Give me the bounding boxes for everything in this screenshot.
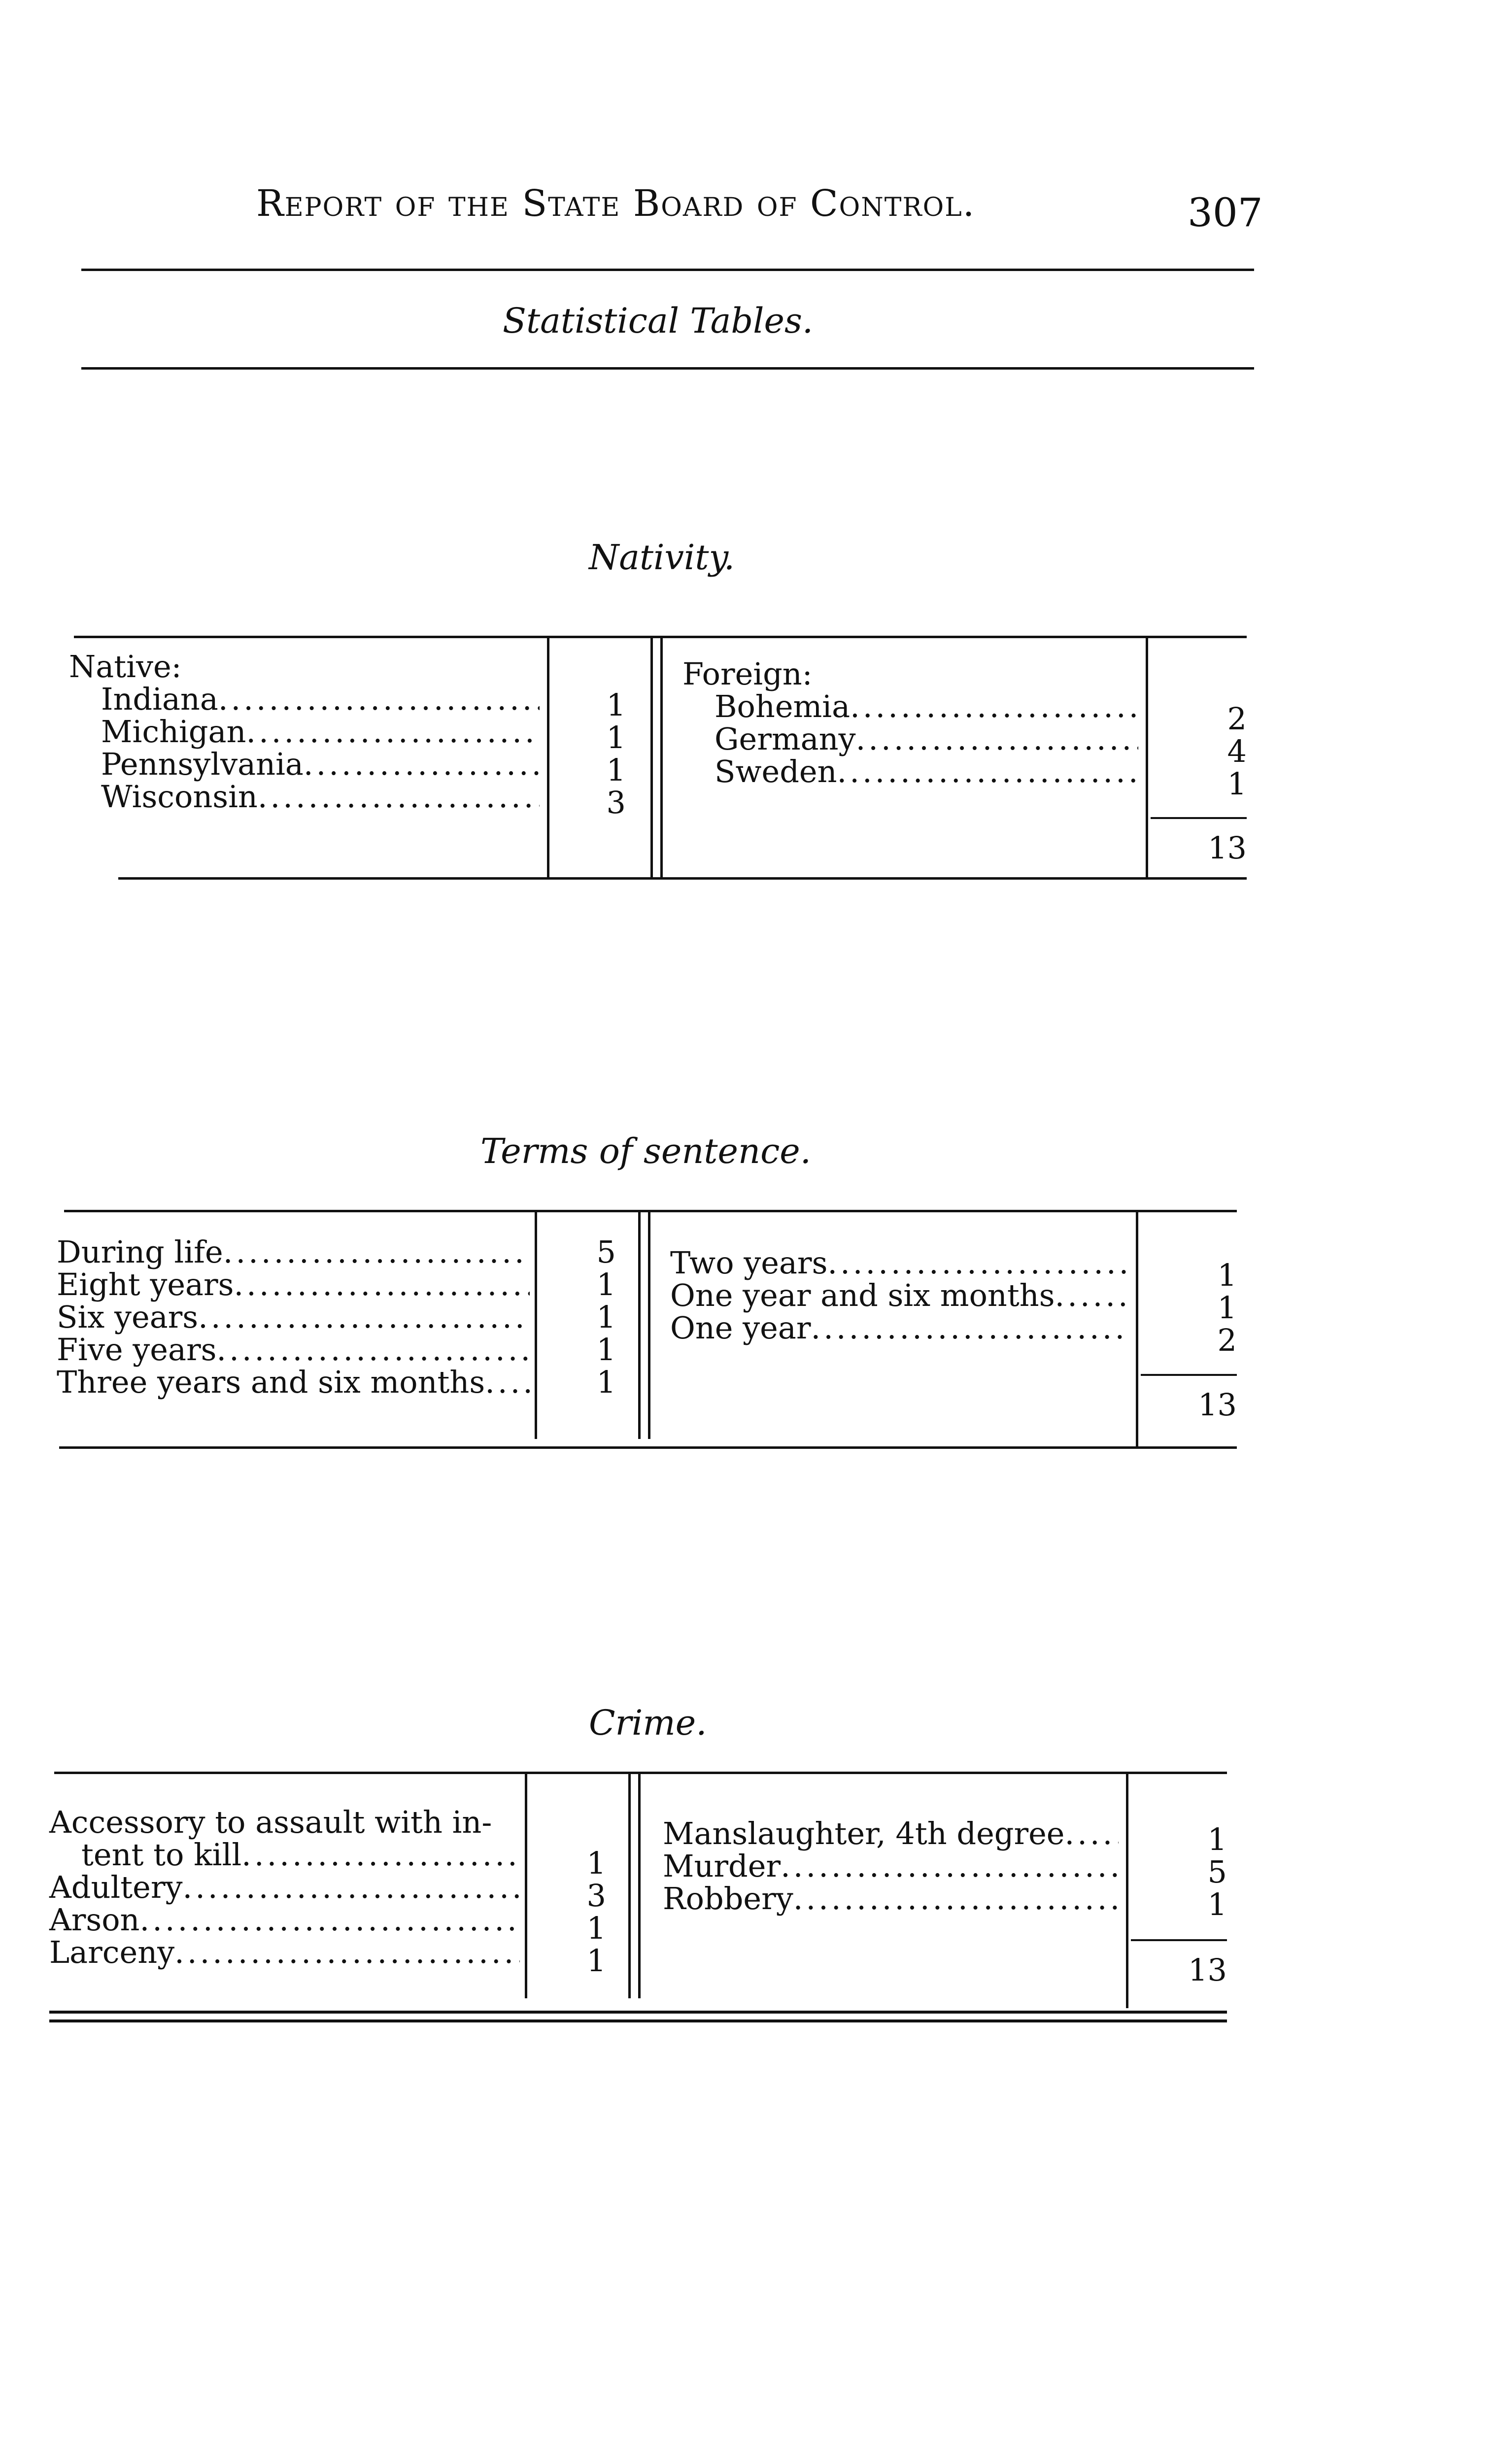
crime-title: Crime. — [589, 1703, 707, 1743]
value-cell: 1 — [586, 1943, 606, 1979]
list-item: During life ..... — [57, 1236, 530, 1268]
value-cell: 1 — [606, 719, 626, 755]
value-cell: 1 — [1217, 1257, 1237, 1293]
value-cell: 1 — [596, 1332, 616, 1368]
list-item: Robbery ..... — [663, 1882, 1119, 1915]
crime-double-rule-a — [628, 1774, 631, 1998]
nativity-total-col-rule — [1146, 638, 1148, 877]
list-item: Five years ..... — [57, 1334, 530, 1366]
list-item: Arson ..... — [49, 1904, 520, 1936]
list-item: Murder ..... — [663, 1850, 1119, 1882]
total-cell: 13 — [1188, 1952, 1227, 1988]
crime-rule-bottom-b — [49, 2019, 1227, 2022]
list-item: Michigan ..... — [101, 716, 540, 748]
terms-double-rule-a — [638, 1212, 641, 1439]
list-item: Sweden ..... — [715, 755, 1138, 788]
value-cell: 1 — [596, 1299, 616, 1335]
value-cell: 1 — [606, 752, 626, 788]
page-number: 307 — [1188, 190, 1263, 236]
value-cell: 4 — [1227, 733, 1247, 769]
nativity-col-rule — [547, 638, 549, 877]
crime-rule-top — [54, 1772, 1227, 1774]
list-item: One year and six months ..... — [670, 1279, 1128, 1312]
nativity-double-rule-a — [650, 638, 653, 877]
list-item: Accessory to assault with in- — [49, 1804, 492, 1840]
list-item: Bohemia ..... — [715, 690, 1138, 723]
nativity-sum-rule — [1151, 817, 1247, 819]
nativity-title: Nativity. — [589, 537, 735, 578]
list-item: Adultery ..... — [49, 1871, 520, 1904]
total-cell: 13 — [1198, 1387, 1237, 1423]
list-item: One year ..... — [670, 1312, 1128, 1344]
header-rule-top — [81, 269, 1254, 271]
terms-col-rule — [535, 1212, 537, 1439]
value-cell: 1 — [596, 1364, 616, 1400]
list-item: Pennsylvania ..... — [101, 748, 540, 781]
list-item: Manslaughter, 4th degree ..... — [663, 1817, 1119, 1850]
crime-double-rule-b — [638, 1774, 641, 1998]
value-cell: 2 — [1217, 1322, 1237, 1358]
value-cell: 1 — [596, 1266, 616, 1302]
list-item: Indiana ..... — [101, 683, 540, 716]
value-cell: 5 — [596, 1234, 616, 1270]
crime-sum-rule — [1131, 1939, 1227, 1941]
value-cell: 3 — [586, 1878, 606, 1914]
list-item: Six years ..... — [57, 1301, 530, 1334]
header-rule-bottom — [81, 367, 1254, 370]
terms-sum-rule — [1141, 1374, 1237, 1376]
value-cell: 2 — [1227, 701, 1247, 737]
list-item: Wisconsin ..... — [101, 781, 540, 813]
foreign-label: Foreign: — [682, 656, 813, 692]
list-item: Three years and six months ..... — [57, 1366, 530, 1399]
list-item: tent to kill ..... — [81, 1839, 520, 1871]
nativity-double-rule-b — [660, 638, 663, 877]
crime-rule-bottom-a — [49, 2011, 1227, 2014]
list-item: Eight years ..... — [57, 1268, 530, 1301]
section-title: Statistical Tables. — [503, 301, 814, 341]
native-label: Native: — [69, 649, 182, 684]
terms-double-rule-b — [648, 1212, 650, 1439]
value-cell: 1 — [586, 1910, 606, 1946]
running-header: Report of the State Board of Control. — [256, 182, 976, 225]
value-cell: 1 — [1207, 1886, 1227, 1922]
value-cell: 1 — [586, 1845, 606, 1881]
terms-total-col-rule — [1136, 1212, 1138, 1449]
list-item: Two years ..... — [670, 1247, 1128, 1279]
value-cell: 1 — [606, 687, 626, 723]
list-item: Germany ..... — [715, 723, 1138, 755]
terms-rule-top — [64, 1210, 1237, 1212]
total-cell: 13 — [1208, 830, 1247, 866]
list-item: Larceny ..... — [49, 1936, 520, 1969]
value-cell: 1 — [1207, 1821, 1227, 1857]
value-cell: 1 — [1217, 1290, 1237, 1326]
terms-title: Terms of sentence. — [480, 1131, 811, 1171]
crime-total-col-rule — [1126, 1774, 1128, 2008]
value-cell: 3 — [606, 785, 626, 821]
value-cell: 1 — [1227, 766, 1247, 802]
value-cell: 5 — [1207, 1854, 1227, 1890]
terms-rule-bottom — [59, 1446, 1237, 1449]
nativity-rule-bottom — [118, 877, 1247, 880]
crime-col-rule — [525, 1774, 527, 1998]
